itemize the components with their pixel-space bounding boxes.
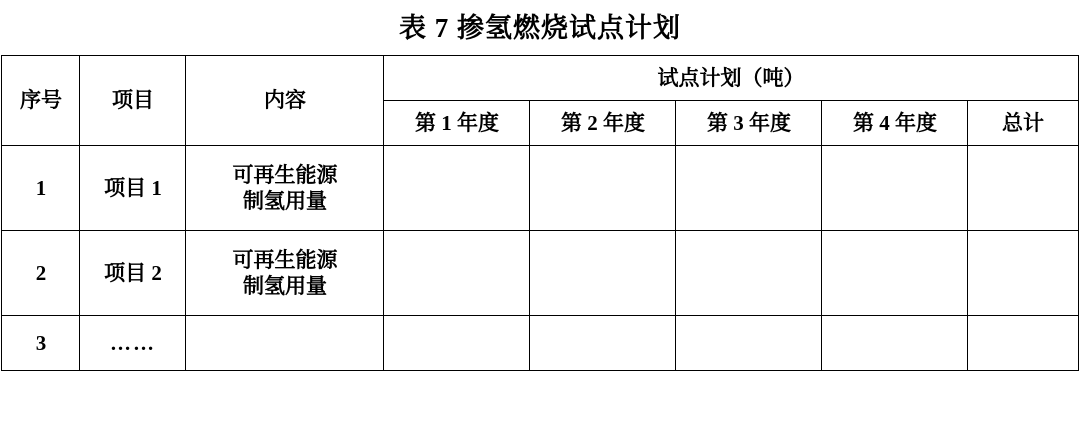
table-body [2, 146, 1078, 371]
cell-index: 2 [2, 231, 80, 316]
table-row [2, 231, 1078, 316]
cell-year-1[interactable] [384, 231, 530, 316]
cell-project: …… [80, 316, 186, 371]
cell-year-4[interactable] [822, 316, 968, 371]
column-header-plan-group: 试点计划（吨） [384, 56, 1078, 101]
cell-index: 1 [2, 146, 80, 231]
cell-total[interactable] [968, 146, 1078, 231]
column-header-year-3: 第 3 年度 [676, 101, 822, 146]
cell-year-3[interactable] [676, 316, 822, 371]
table-row [2, 316, 1078, 371]
column-header-year-2: 第 2 年度 [530, 101, 676, 146]
table-header [2, 56, 1078, 146]
cell-year-1[interactable] [384, 146, 530, 231]
cell-year-4[interactable] [822, 146, 968, 231]
cell-project: 项目 1 [80, 146, 186, 231]
cell-content [186, 231, 384, 316]
column-header-year-1: 第 1 年度 [384, 101, 530, 146]
column-header-index: 序号 [2, 56, 80, 146]
column-header-year-4: 第 4 年度 [822, 101, 968, 146]
page-title: 表 7 掺氢燃烧试点计划 [399, 13, 681, 43]
cell-year-3[interactable] [676, 231, 822, 316]
header-row-primary [2, 56, 1078, 101]
cell-total[interactable] [968, 316, 1078, 371]
cell-year-2[interactable] [530, 146, 676, 231]
cell-content-line-1: 可再生能源 [232, 162, 338, 187]
cell-content [186, 146, 384, 231]
cell-content-line-2: 制氢用量 [242, 189, 327, 213]
cell-project: 项目 2 [80, 231, 186, 316]
cell-total[interactable] [968, 231, 1078, 316]
column-header-content: 内容 [186, 56, 384, 146]
cell-year-1[interactable] [384, 316, 530, 371]
cell-index: 3 [2, 316, 80, 371]
cell-content-line-1: 可再生能源 [232, 247, 338, 272]
cell-year-2[interactable] [530, 231, 676, 316]
cell-year-3[interactable] [676, 146, 822, 231]
column-header-total: 总计 [968, 101, 1078, 146]
table-row [2, 146, 1078, 231]
cell-content-line-2: 制氢用量 [242, 274, 327, 298]
cell-year-4[interactable] [822, 231, 968, 316]
column-header-project: 项目 [80, 56, 186, 146]
hydrogen-blending-pilot-plan-table [1, 55, 1078, 371]
cell-content [186, 316, 384, 371]
cell-year-2[interactable] [530, 316, 676, 371]
